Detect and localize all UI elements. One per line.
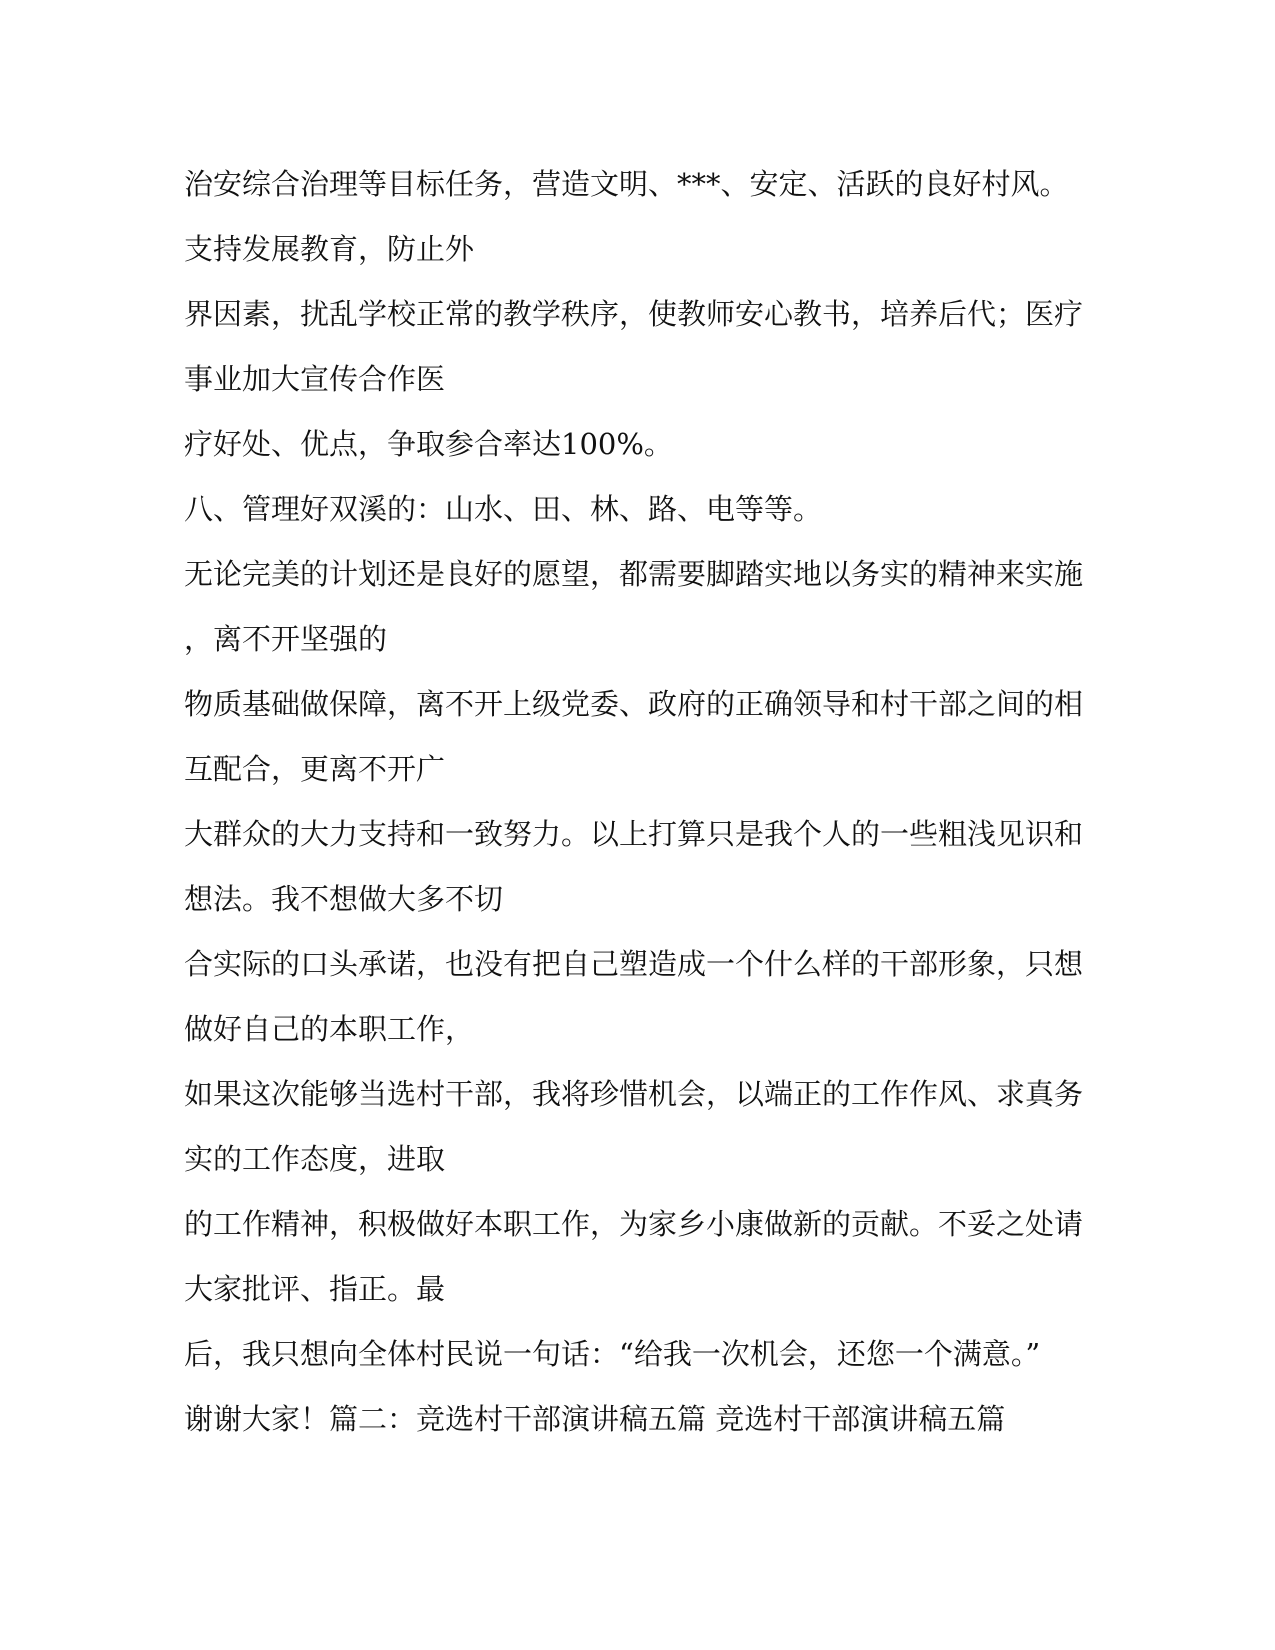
text-line: 谢谢大家！篇二：竞选村干部演讲稿五篇 竞选村干部演讲稿五篇 [184, 1402, 1006, 1436]
text-line: 支持发展教育，防止外 [184, 232, 475, 266]
text-line: 界因素，扰乱学校正常的教学秩序，使教师安心教书，培养后代；医疗 [184, 297, 1084, 331]
text-line: 合实际的口头承诺，也没有把自己塑造成一个什么样的干部形象，只想 [184, 947, 1084, 981]
text-line: 治安综合治理等目标任务，营造文明、***、安定、活跃的良好村风。 [184, 167, 1069, 201]
text-line: 互配合，更离不开广 [184, 752, 446, 786]
text-line: 无论完美的计划还是良好的愿望，都需要脚踏实地以务实的精神来实施 [184, 557, 1084, 591]
document-body [184, 152, 1084, 1452]
text-line: 八、管理好双溪的：山水、田、林、路、电等等。 [184, 492, 823, 526]
text-line: 做好自己的本职工作， [184, 1012, 475, 1046]
text-line: 后，我只想向全体村民说一句话：“给我一次机会，还您一个满意。” [184, 1337, 1041, 1371]
text-line: 的工作精神，积极做好本职工作，为家乡小康做新的贡献。不妥之处请 [184, 1207, 1084, 1241]
text-line: 大家批评、指正。最 [184, 1272, 446, 1306]
text-line: 疗好处、优点，争取参合率达100%。 [184, 427, 673, 461]
text-line: 物质基础做保障，离不开上级党委、政府的正确领导和村干部之间的相 [184, 687, 1084, 721]
text-line: ，离不开坚强的 [184, 622, 388, 656]
text-line: 大群众的大力支持和一致努力。以上打算只是我个人的一些粗浅见识和 [184, 817, 1084, 851]
text-line: 事业加大宣传合作医 [184, 362, 446, 396]
text-line: 想法。我不想做大多不切 [184, 882, 504, 916]
text-line: 实的工作态度，进取 [184, 1142, 446, 1176]
text-line: 如果这次能够当选村干部，我将珍惜机会，以端正的工作作风、求真务 [184, 1077, 1084, 1111]
